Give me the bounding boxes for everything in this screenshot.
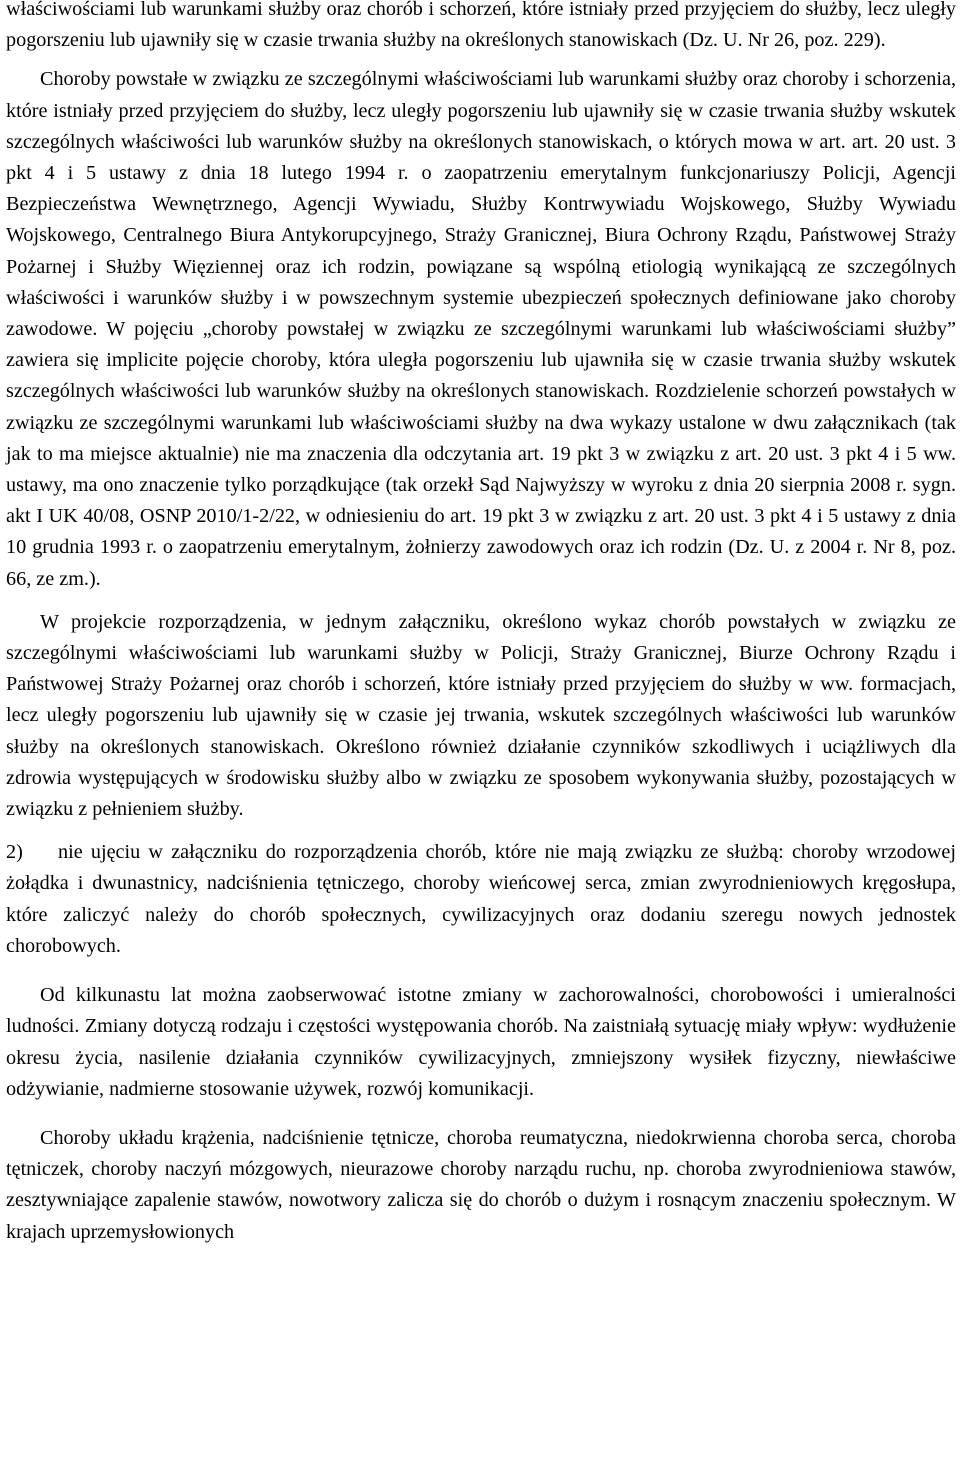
paragraph-text: właściwościami lub warunkami służby oraz chorób i schorzeń, które istniały przed przyjęciem do służby, lecz uległy pogorszeniu lub ujawniły się w czasie trwania służby na określonych stanowiskach (Dz. U. Nr 26, poz. 229). — [6, 0, 956, 52]
paragraph-text: nie ujęciu w załączniku do rozporządzenia chorób, które nie mają związku ze służbą: choroby wrzodowej żołądka i dwunastnicy, nadciśnienia tętniczego, choroby wieńcowej serca, zmian zwyrodnieniowych kręgosłupa, które zaliczyć należy do chorób społecznych, cywilizacyjnych oraz dodaniu szeregu nowych jednostek chorobowych. — [6, 841, 956, 957]
paragraph-project — [6, 607, 956, 825]
paragraph-text: Choroby powstałe w związku ze szczególnymi właściwościami lub warunkami służby oraz choroby i schorzenia, które istniały przed przyjęciem do służby, lecz uległy pogorszeniu lub ujawniły się w czasie trwania służby wskutek szczególnych właściwości lub warunków służby na określonych stanowiskach, o których mowa w art. art. 20 ust. 3 pkt 4 i 5 ustawy z dnia 18 lutego 1994 r. o zaopatrzeniu emerytalnym funkcjonariuszy Policji, Agencji Bezpieczeństwa Wewnętrznego, Agencji Wywiadu, Służby Kontrwywiadu Wojskowego, Służby Wywiadu Wojskowego, Centralnego Biura Antykorupcyjnego, Straży Granicznej, Biura Ochrony Rządu, Państwowej Straży Pożarnej i Służby Więziennej oraz ich rodzin, powiązane są wspólną etiologią wynikającą ze szczególnych właściwości i warunków służby i w powszechnym systemie ubezpieczeń społecznych definiowane jako choroby zawodowe. W pojęciu „choroby powstałej w związku ze szczególnymi warunkami lub właściwościami służby” zawiera się implicite pojęcie choroby, która uległa pogorszeniu lub ujawniła się w czasie trwania służby wskutek szczególnych właściwości lub warunków służby na określonych stanowiskach. Rozdzielenie schorzeń powstałych w związku ze szczególnymi warunkami lub właściwościami służby na dwa wykazy ustalone w dwu załącznikach (tak jak to ma miejsce aktualnie) nie ma znaczenia dla odczytania art. 19 pkt 3 w związku z art. 20 ust. 3 pkt 4 i 5 ww. ustawy, ma ono znaczenie tylko porządkujące (tak orzekł Sąd Najwyższy w wyroku z dnia 20 sierpnia 2008 r. sygn. akt I UK 40/08, OSNP 2010/1-2/22, w odniesieniu do art. 19 pkt 3 w związku z art. 20 ust. 3 pkt 4 i 5 ustawy z dnia 10 grudnia 1993 r. o zaopatrzeniu emerytalnym, żołnierzy zawodowych oraz ich rodzin (Dz. U. z 2004 r. Nr 8, poz. 66, ze zm.). — [6, 68, 956, 590]
paragraph-text: Od kilkunastu lat można zaobserwować istotne zmiany w zachorowalności, chorobowości i umieralności ludności. Zmiany dotyczą rodzaju i częstości występowania chorób. Na zaistniałą sytuację miały wpływ: wydłużenie okresu życia, nasilenie działania czynników cywilizacyjnych, zmniejszony wysiłek fizyczny, niewłaściwe odżywianie, nadmierne stosowanie używek, rozwój komunikacji. — [6, 984, 956, 1100]
paragraph-text: Choroby układu krążenia, nadciśnienie tętnicze, choroba reumatyczna, niedokrwienna choroba serca, choroba tętniczek, choroby naczyń mózgowych, nieurazowe choroby narządu ruchu, np. choroba zwyrodnieniowa stawów, zesztywniające zapalenie stawów, nowotwory zalicza się do chorób o dużym i rosnącym znaczeniu społecznym. W krajach uprzemysłowionych — [6, 1126, 956, 1243]
paragraph-diseases — [6, 1123, 956, 1248]
paragraph-gap — [6, 962, 956, 978]
numbered-item — [6, 837, 956, 962]
document-page — [6, 0, 956, 1248]
paragraph-continuation — [6, 0, 956, 56]
item-number: 2) — [6, 841, 23, 864]
paragraph-definition — [6, 64, 956, 594]
paragraph-text: W projekcie rozporządzenia, w jednym załączniku, określono wykaz chorób powstałych w związku ze szczególnymi właściwościami lub warunkami służby w Policji, Straży Granicznej, Biurze Ochrony Rządu i Państwowej Straży Pożarnej oraz chorób i schorzeń, które istniały przed przyjęciem do służby w ww. formacjach, lecz uległy pogorszeniu lub ujawniły się w czasie jej trwania, wskutek szczególnych właściwości lub warunków służby na określonych stanowiskach. Określono również działanie czynników szkodliwych i uciążliwych dla zdrowia występujących w środowisku służby albo w związku ze sposobem wykonywania służby, pozostających w związku z pełnieniem służby. — [6, 610, 956, 821]
paragraph-trends — [6, 980, 956, 1105]
paragraph-gap — [6, 1105, 956, 1121]
